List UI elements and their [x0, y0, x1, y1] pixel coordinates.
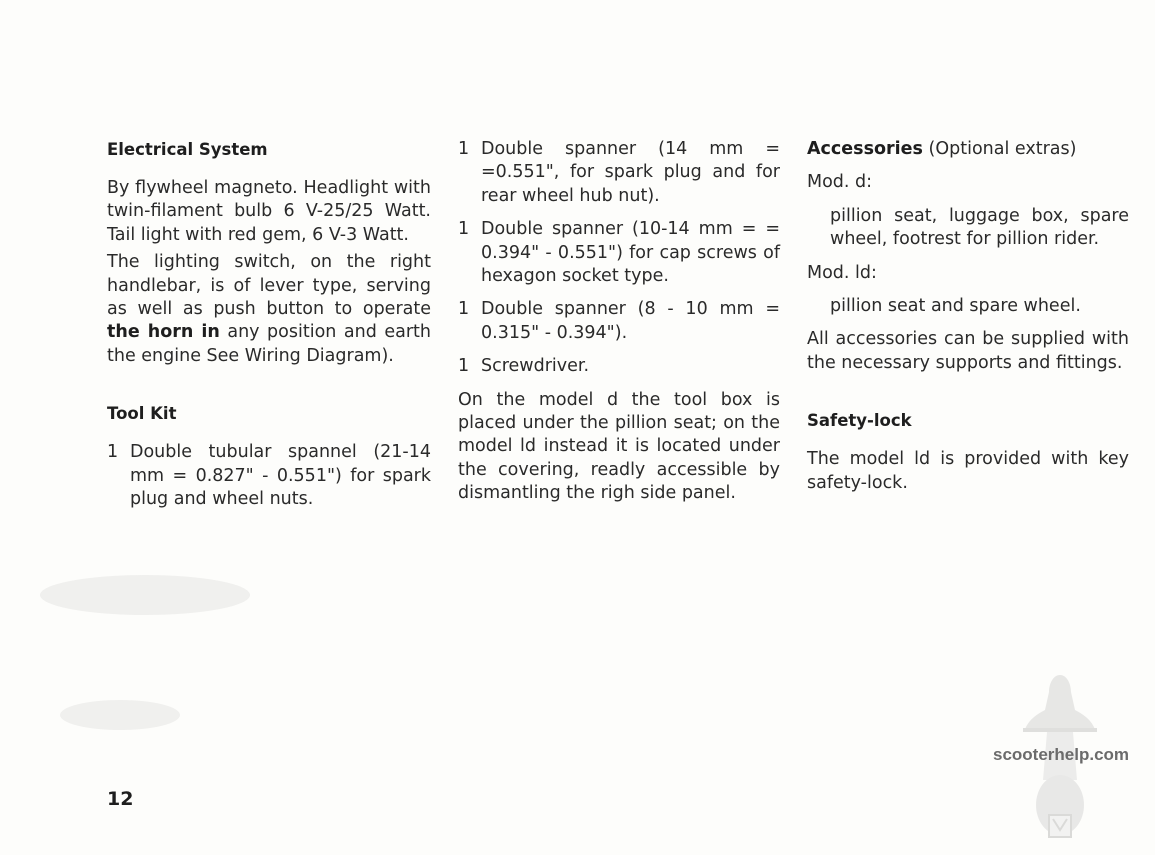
safety-lock-text: The model ld is provided with key safety-lock.: [807, 449, 1129, 493]
accessories-heading-note: (Optional extras): [928, 139, 1077, 159]
column-right: [807, 138, 1129, 495]
accessories-note: All accessories can be supplied with the necessary supports and fittings.: [807, 329, 1129, 373]
tool-kit-item-qty: 1: [458, 139, 470, 159]
paper-smudge: [40, 575, 250, 615]
paper-smudge: [60, 700, 180, 730]
mod-d-label: Mod. d:: [807, 172, 873, 193]
mod-d-accessories: pillion seat, luggage box, spare wheel, footrest for pillion rider.: [830, 205, 1129, 250]
tool-kit-item-text: Double spanner (8 - 10 mm = 0.315" - 0.394").: [481, 299, 780, 343]
electrical-paragraph-2-part-a: The lighting switch, on the right handlebar, is of lever type, serving as well as push button to operate: [107, 252, 431, 320]
column-left: [107, 138, 431, 511]
tool-kit-item-qty: 1: [107, 442, 119, 463]
electrical-paragraph-2-part-c: any position and earth the engine See Wiring Diagram).: [107, 322, 431, 366]
tool-kit-item-text: Double spanner (10-14 mm = = 0.394" - 0.551") for cap screws of hexagon socket type.: [481, 219, 780, 287]
tool-kit-item-text: Double spanner (14 mm = =0.551", for spark plug and for rear wheel hub nut).: [481, 139, 780, 206]
tool-kit-item: [107, 441, 431, 511]
tool-kit-item: [458, 298, 780, 345]
tool-box-note: On the model d the tool box is placed under the pillion seat; on the model ld instead it is located under the covering, readly accessible by dismantling the righ side panel.: [458, 389, 780, 504]
tool-kit-heading: Tool Kit: [107, 404, 177, 424]
tool-kit-item-text: Screwdriver.: [481, 356, 590, 377]
tool-kit-item: [458, 355, 780, 378]
tool-kit-item: [458, 218, 780, 288]
tool-kit-item-qty: 1: [458, 219, 470, 240]
tool-kit-item-qty: 1: [458, 356, 470, 377]
electrical-paragraph-2: [107, 251, 431, 368]
tool-kit-item-text: Double tubular spannel (21-14 mm = 0.827" - 0.551") for spark plug and wheel nuts.: [130, 442, 431, 510]
tool-kit-item-qty: 1: [458, 299, 470, 320]
electrical-paragraph-2-part-b: the horn in: [107, 322, 220, 343]
electrical-system-heading: Electrical System: [107, 140, 268, 159]
column-middle: [458, 138, 780, 506]
tool-kit-item: [458, 138, 780, 208]
watermark-text: scooterhelp.com: [993, 745, 1130, 764]
mod-ld-accessories: pillion seat and spare wheel.: [830, 296, 1081, 317]
electrical-paragraph-1: By flywheel magneto. Headlight with twin-filament bulb 6 V-25/25 Watt. Tail light with red gem, 6 V-3 Watt.: [107, 178, 431, 245]
accessories-heading: Accessories: [807, 139, 923, 159]
accessories-title: [807, 138, 1129, 161]
mod-ld-label: Mod. ld:: [807, 262, 877, 283]
page-number: 12: [107, 788, 134, 810]
safety-lock-heading: Safety-lock: [807, 411, 912, 431]
